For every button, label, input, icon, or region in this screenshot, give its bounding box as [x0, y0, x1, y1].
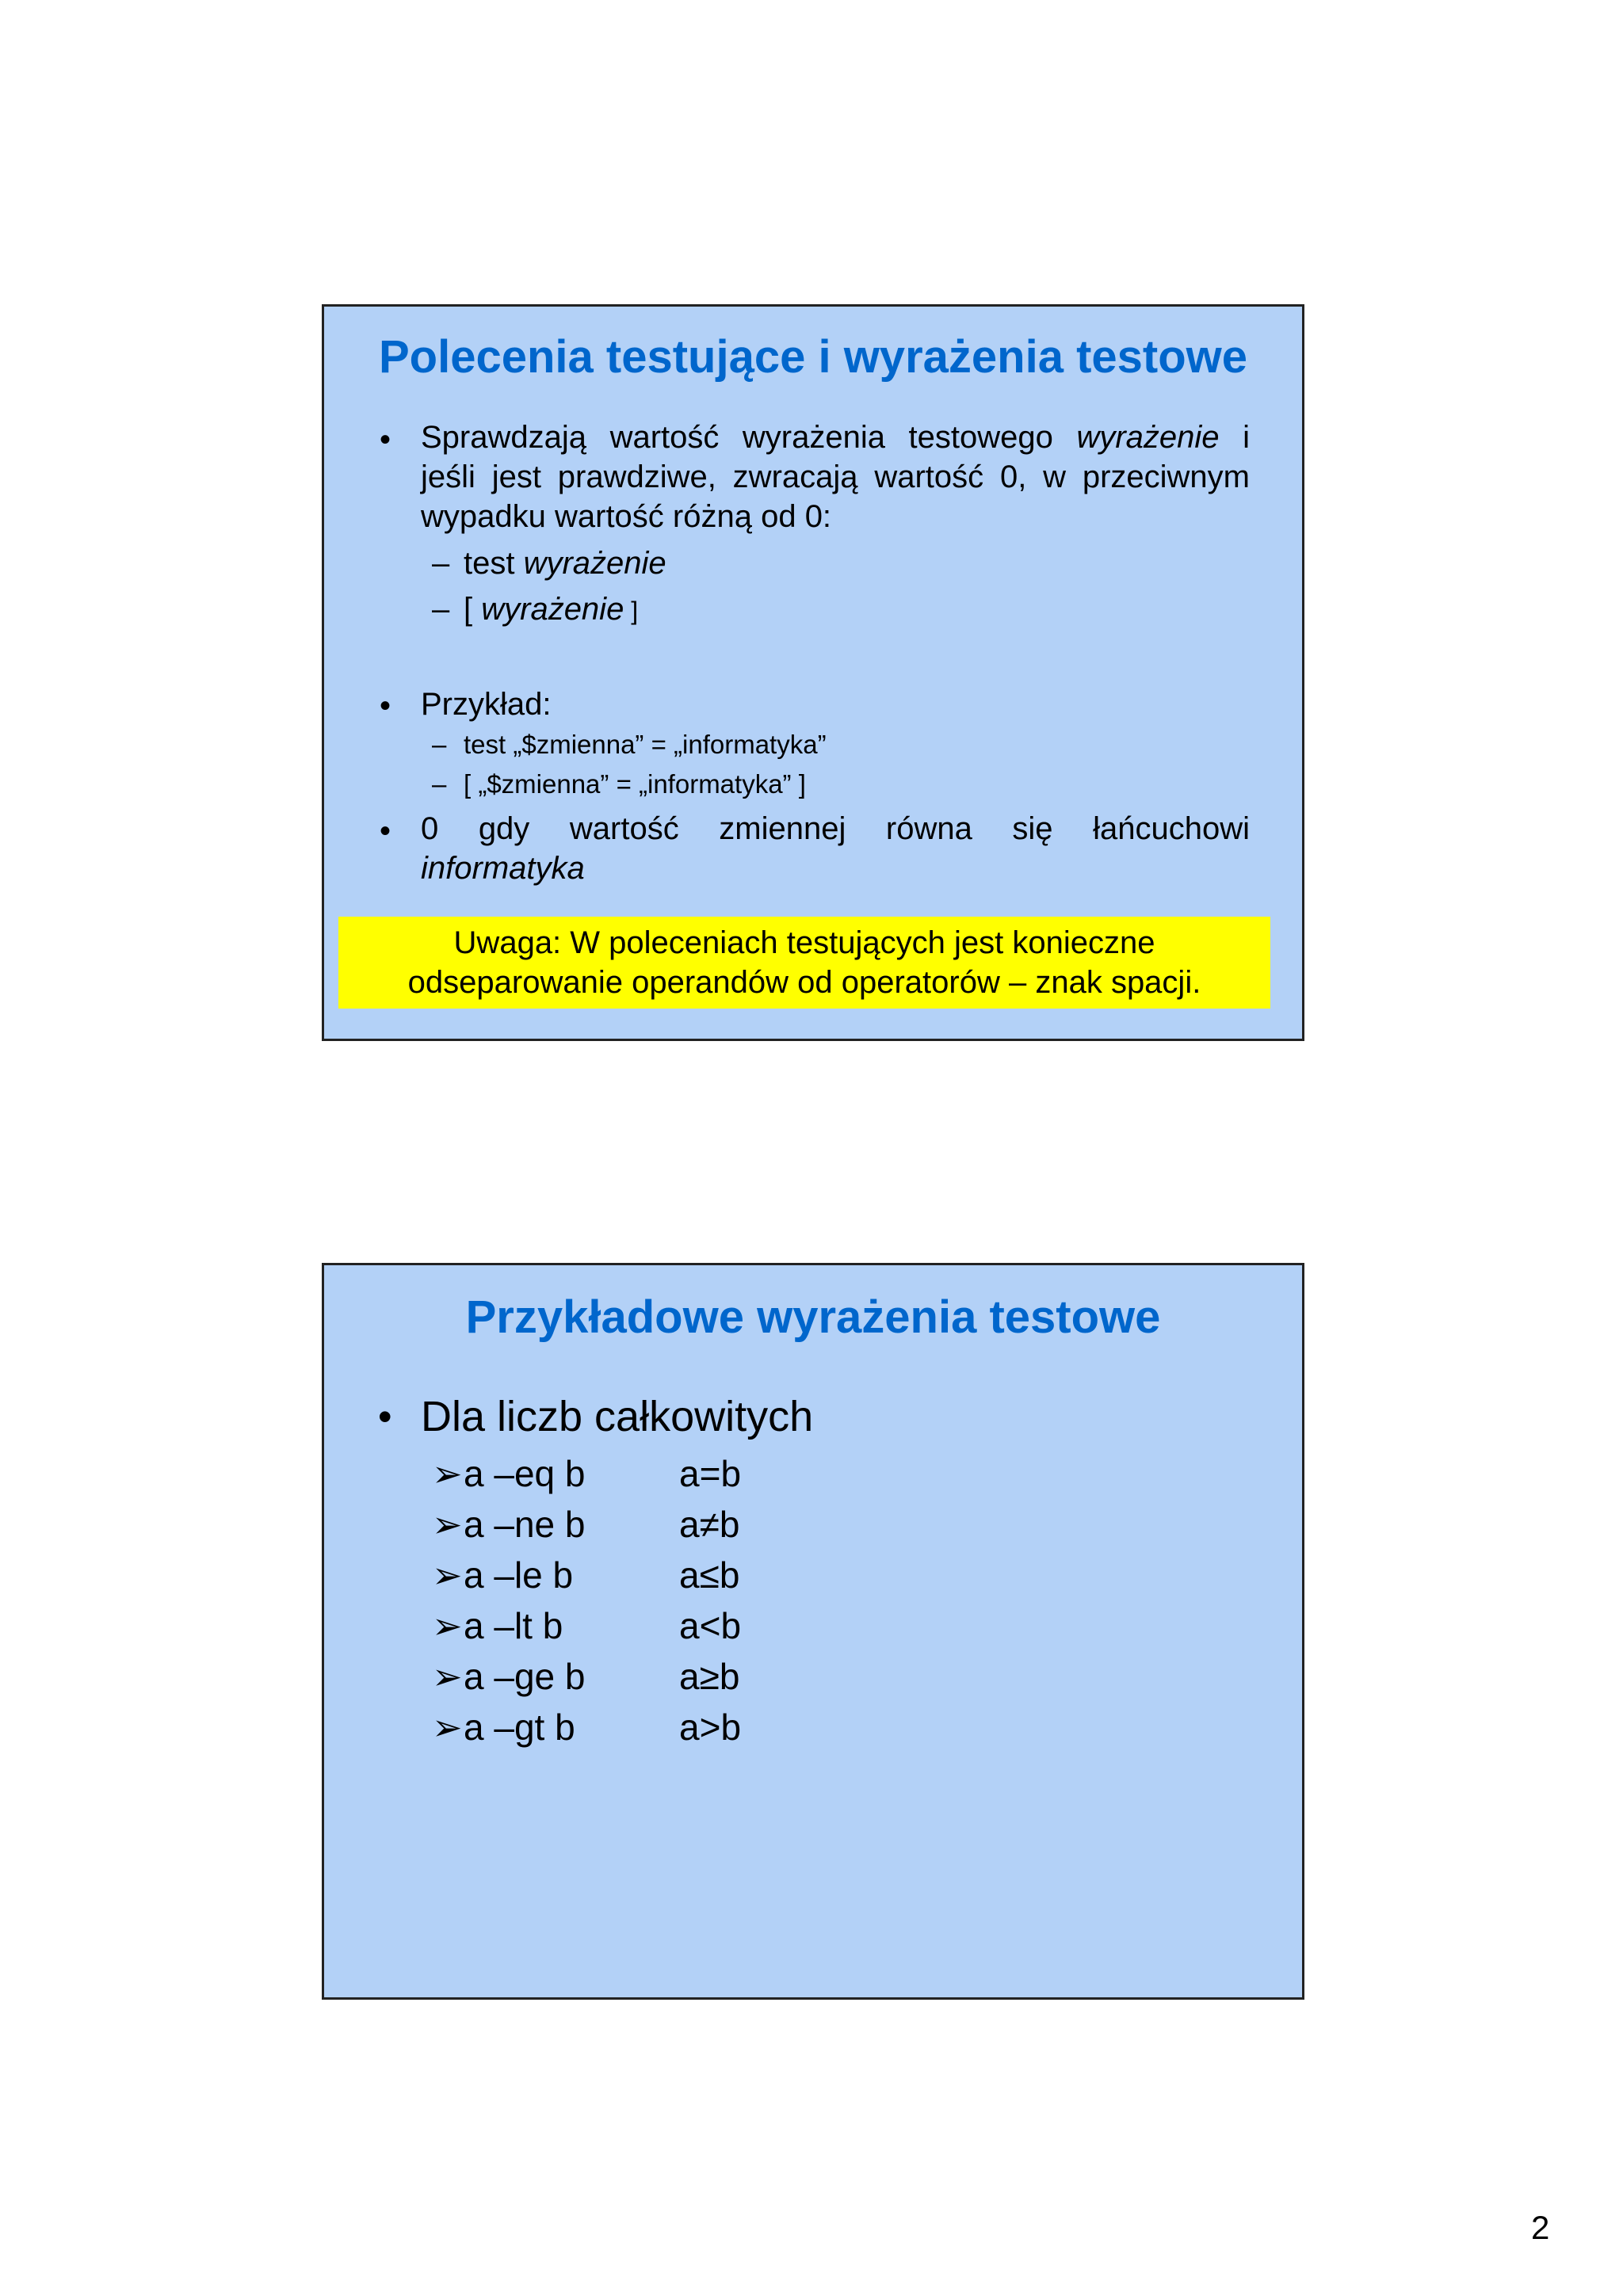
word: wartość [609, 420, 720, 455]
bullet-text-line: wypadku wartość różną od 0: [421, 499, 832, 534]
slide-1 [322, 304, 1304, 1041]
note-line: Uwaga: W poleceniach testujących jest konieczne [453, 925, 1155, 960]
operator-row [432, 1706, 741, 1753]
operator-row [432, 1503, 739, 1550]
word: równa [885, 811, 972, 846]
word: 0 [421, 811, 439, 846]
sub-bullet-dash: – [432, 769, 447, 799]
sub-bullet-text [464, 592, 638, 627]
page-number: 2 [1531, 2209, 1550, 2246]
command: test [464, 546, 524, 581]
bracket: ] [624, 597, 639, 625]
sub-bullet-dash: – [432, 730, 447, 759]
operator-command: a –ge b [464, 1656, 586, 1697]
operator-meaning: a≠b [679, 1504, 740, 1545]
word: łańcuchowi [1093, 811, 1250, 846]
word: gdy [478, 811, 530, 846]
sub-bullet-text: test „$zmienna” = „informatyka” [464, 730, 827, 759]
sub-bullet-text [464, 546, 666, 582]
operator-meaning: a<b [679, 1605, 742, 1646]
bullet-text-line: jeśli jest prawdziwe, zwracają wartość 0, w przeciwnym [421, 460, 1250, 494]
word: zmiennej [719, 811, 846, 846]
operator-row [432, 1452, 741, 1500]
note-highlight [338, 917, 1270, 1009]
operator-command: a –gt b [464, 1707, 575, 1748]
operator-row [432, 1655, 739, 1703]
slide-title: Polecenia testujące i wyrażenia testowe [378, 331, 1248, 383]
operator-command: a –lt b [464, 1605, 563, 1646]
operator-meaning: a≤b [679, 1554, 740, 1596]
bullet-text-line [421, 420, 1250, 456]
bullet-marker: • [380, 422, 391, 457]
operator-command: a –le b [464, 1554, 574, 1596]
word: wyrażenia [742, 420, 885, 455]
word: i [1243, 420, 1250, 455]
operator-meaning: a>b [679, 1707, 742, 1748]
sub-bullet-dash: – [432, 592, 450, 627]
operator-command: a –eq b [464, 1453, 586, 1494]
expression: wyrażenie [481, 592, 624, 627]
arrow-bullet-icon: ➢ [432, 1707, 463, 1748]
arrow-bullet-icon: ➢ [432, 1504, 463, 1545]
slide-title: Przykładowe wyrażenia testowe [465, 1291, 1161, 1343]
bullet-text-line [421, 811, 1250, 847]
sub-bullet-dash: – [432, 546, 450, 581]
operator-command: a –ne b [464, 1504, 586, 1545]
arrow-bullet-icon: ➢ [432, 1605, 463, 1646]
bullet-text-line: informatyka [421, 851, 585, 886]
operator-row [432, 1604, 741, 1652]
operator-meaning: a≥b [679, 1656, 740, 1697]
word: testowego [908, 420, 1053, 455]
word: wartość [569, 811, 679, 846]
bracket: [ [464, 592, 482, 627]
bullet-marker: • [378, 1394, 392, 1439]
bullet-text-line: Przykład: [421, 687, 552, 722]
operator-meaning: a=b [679, 1453, 742, 1494]
word: się [1012, 811, 1053, 846]
sub-bullet-text: [ „$zmienna” = „informatyka” ] [464, 769, 806, 799]
note-line: odseparowanie operandów od operatorów – znak spacji. [407, 965, 1201, 1000]
arrow-bullet-icon: ➢ [432, 1656, 463, 1697]
operator-row [432, 1554, 739, 1601]
bullet-marker: • [380, 688, 391, 723]
slide-2 [322, 1263, 1304, 2000]
word: Sprawdzają [421, 420, 587, 455]
word: wyrażenie [1076, 420, 1220, 455]
arrow-bullet-icon: ➢ [432, 1554, 463, 1596]
arrow-bullet-icon: ➢ [432, 1453, 463, 1494]
expression: wyrażenie [523, 546, 666, 581]
bullet-text-line: Dla liczb całkowitych [421, 1393, 814, 1440]
bullet-marker: • [380, 814, 391, 849]
